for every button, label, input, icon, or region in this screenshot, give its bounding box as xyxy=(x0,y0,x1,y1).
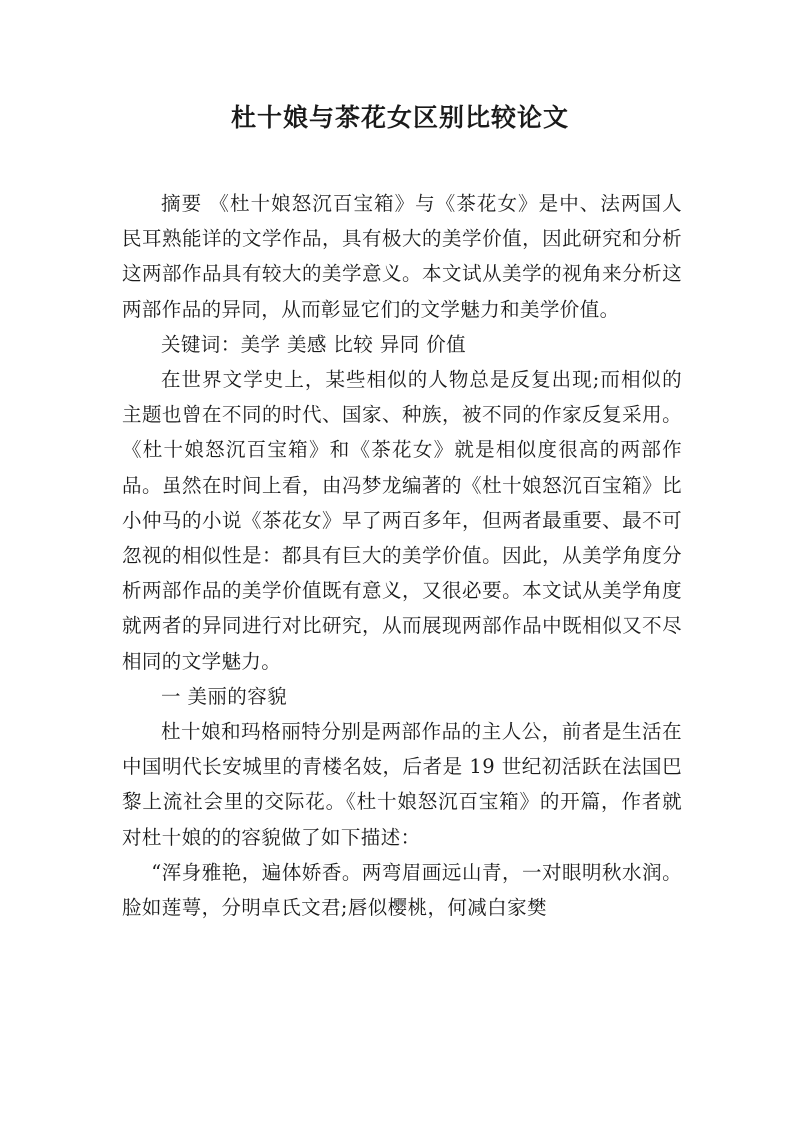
section-heading: 一 美丽的容貌 xyxy=(161,684,287,708)
document-body xyxy=(122,186,682,925)
keywords-paragraph: 关键词：美学 美感 比较 异同 价值 xyxy=(161,332,466,356)
abstract-paragraph: 摘要 《杜十娘怒沉百宝箱》与《茶花女》是中、法两国人民耳熟能详的文学作品，具有极大的美学价值，因此研究和分析这两部作品具有较大的美学意义。本文试从美学的视角来分析这两部作品的异同，从而彰显它们的文学魅力和美学价值。 xyxy=(122,192,682,321)
document-title: 杜十娘与茶花女区别比较论文 xyxy=(230,103,569,132)
body-paragraph: 杜十娘和玛格丽特分别是两部作品的主人公，前者是生活在中国明代长安城里的青楼名妓，后者是 19 世纪初活跃在法国巴黎上流社会里的交际花。《杜十娘怒沉百宝箱》的开篇，作者就对杜十娘的的容貌做了如下描述： xyxy=(122,720,682,849)
quote-paragraph: “浑身雅艳，遍体娇香。两弯眉画远山青，一对眼明秋水润。脸如莲萼，分明卓氏文君;唇似樱桃，何减白家樊 xyxy=(122,860,682,920)
introduction-paragraph: 在世界文学史上，某些相似的人物总是反复出现;而相似的主题也曾在不同的时代、国家、种族，被不同的作家反复采用。《杜十娘怒沉百宝箱》和《茶花女》就是相似度很高的两部作品。虽然在时间上看，由冯梦龙编著的《杜十娘怒沉百宝箱》比小仲马的小说《茶花女》早了两百多年，但两者最重要、最不可忽视的相似性是：都具有巨大的美学价值。因此，从美学角度分析两部作品的美学价值既有意义，又很必要。本文试从美学角度就两者的异同进行对比研究，从而展现两部作品中既相似又不尽相同的文学魅力。 xyxy=(122,368,682,673)
